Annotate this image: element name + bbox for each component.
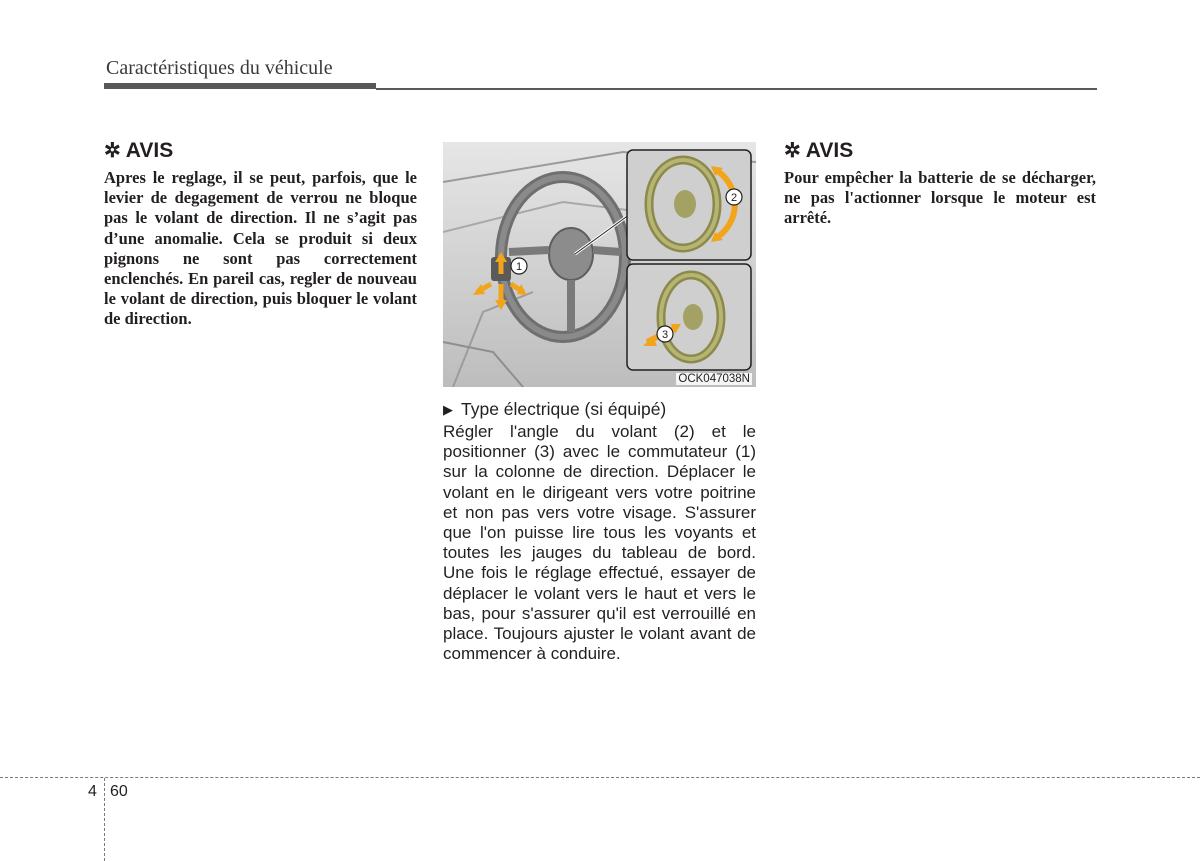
notice-heading [104, 138, 417, 164]
chapter-number: 4 [88, 783, 97, 800]
figure-code: OCK047038N [678, 373, 750, 385]
left-notice [104, 138, 417, 330]
section-heading [443, 399, 756, 420]
asterisk-icon: ✲ [784, 140, 801, 162]
middle-column [443, 142, 756, 664]
callout-1: 1 [515, 261, 523, 273]
page-number: 60 [110, 783, 128, 800]
header-rule-thin [376, 88, 1097, 90]
notice-heading [784, 138, 1096, 164]
triangle-bullet-icon: ▶ [443, 401, 453, 417]
callout-2: 2 [730, 192, 738, 204]
notice-heading-label: AVIS [125, 139, 174, 162]
callout-3: 3 [661, 329, 669, 341]
right-notice [784, 138, 1096, 229]
footer-rule [0, 777, 1200, 778]
footer-divider [104, 778, 105, 861]
steering-wheel-illustration [443, 142, 756, 387]
asterisk-icon: ✲ [104, 140, 121, 162]
steering-adjustment-figure [443, 142, 756, 387]
notice-heading-label: AVIS [805, 139, 854, 162]
notice-text: Apres le reglage, il se peut, parfois, que le levier de degagement de verrou ne bloque pas le volant de direction. Il ne s’agit pas d’une anomalie. Cela se produit si deux pignons ne sont pas correctement enclenchés. En pareil cas, regler de nouveau le volant de direction, puis bloquer le volant de direction. [104, 168, 417, 329]
header-title: Caractéristiques du véhicule [106, 57, 333, 79]
notice-text: Pour empêcher la batterie de se décharger, ne pas l'actionner lorsque le moteur est arrêté. [784, 168, 1096, 228]
section-text: Régler l'angle du volant (2) et le positionner (3) avec le commutateur (1) sur la colonne de direction. Déplacer le volant en le dirigeant vers votre poitrine et non pas vers votre visage. S'assurer que l'on puisse lire tous les voyants et toutes les jauges du tableau de bord. Une fois le réglage effectué, essayer de déplacer le volant vers le haut et vers le bas, pour s'assurer qu'il est verrouillé en place. Toujours ajuster le volant avant de commencer à conduire. [443, 422, 756, 664]
section-heading-label: Type électrique (si équipé) [461, 399, 667, 419]
header-rule-thick [104, 83, 376, 89]
